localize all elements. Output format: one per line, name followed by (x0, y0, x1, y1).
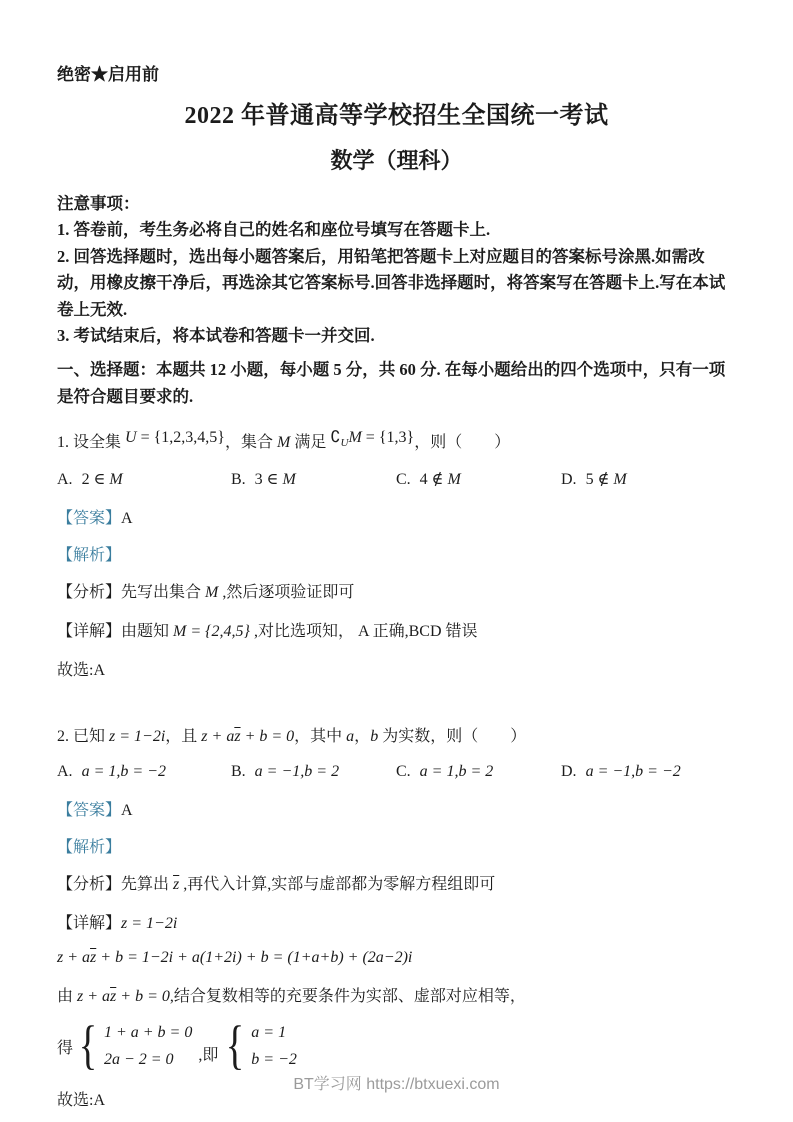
q1-set-var: M (276, 433, 291, 451)
left-brace-glyph: { (78, 1015, 98, 1076)
option-d-formula: 5 ∉ (585, 470, 614, 488)
system-prefix: 得 (57, 1039, 74, 1057)
xiangjie-formula: M = {2,4,5} (173, 622, 250, 640)
option-a-formula: a = 1,b = −2 (81, 762, 166, 780)
q2-stem-text: 为实数，则（ ） (378, 727, 527, 745)
option-d-label: D. (561, 762, 577, 780)
option-c-label: C. (396, 470, 411, 488)
condition-formula: + b = 0 (116, 987, 170, 1005)
option-a-formula: 2 ∈ (81, 470, 110, 488)
option-c-formula: 4 ∉ (419, 470, 448, 488)
notice-item-3: 3. 考试结束后，将本试卷和答题卡一并交回. (57, 326, 375, 345)
complement-subscript: U (340, 436, 349, 449)
q1-universe-set: = {1,2,3,4,5} (136, 428, 225, 446)
option-b-formula: a = −1,b = 2 (254, 762, 340, 780)
option-c (396, 469, 561, 489)
equation: a = 1 (251, 1023, 287, 1041)
z-conjugate: $\overline{z}$ (173, 875, 180, 893)
option-c-var: M (447, 470, 461, 488)
option-a-label: A. (57, 470, 73, 488)
detail-text: ,结合复数相等的充要条件为实部、虚部对应相等， (169, 987, 526, 1005)
q2-var-b: b (370, 727, 379, 745)
question-1 (57, 423, 736, 680)
fenxi-text: 先写出集合 (121, 583, 206, 601)
answer-value: A (121, 509, 133, 527)
security-seal-text: 绝密★启用前 (57, 65, 159, 84)
q1-universe-var: U (125, 428, 137, 446)
analysis-label: 【解析】 (57, 546, 122, 564)
expansion-formula: + b = 1−2i + a(1+2i) + b = (1+a+b) + (2a−2)i (96, 948, 413, 966)
question-2 (57, 722, 736, 1110)
q1-analysis-heading (57, 542, 736, 565)
analysis-label: 【解析】 (57, 838, 122, 856)
option-d (561, 763, 736, 781)
q2-equation: + b = 0 (240, 727, 295, 745)
option-a (57, 469, 231, 489)
q2-detail-line-1 (57, 910, 736, 933)
option-d-label: D. (561, 470, 577, 488)
option-c-label: C. (396, 762, 411, 780)
fenxi-text: ,然后逐项验证即可 (218, 583, 355, 601)
footer-watermark: BT学习网 https://btxuexi.com (293, 1076, 500, 1093)
option-b-formula: 3 ∈ (254, 470, 283, 488)
left-brace-glyph: { (225, 1015, 245, 1076)
fenxi-var: M (205, 583, 219, 601)
q2-analysis-heading (57, 834, 736, 857)
q2-stem-text: 2. 已知 (57, 727, 110, 745)
z-conjugate: $\overline{z}$ (90, 948, 97, 966)
exam-subtitle: 数学（理科） (330, 148, 463, 173)
equation-system-2 (251, 1022, 297, 1071)
question-1-options (57, 469, 736, 489)
option-b-label: B. (231, 470, 246, 488)
fenxi-text: ,再代入计算,实部与虚部都为零解方程组即可 (179, 875, 496, 893)
equation-system-1 (104, 1022, 192, 1071)
q1-analysis-line (57, 579, 736, 602)
complement-symbol: ∁ (330, 428, 341, 446)
q1-conclusion: 故选:A (57, 661, 106, 679)
option-a-label: A. (57, 762, 73, 780)
q2-var-a: a (346, 727, 355, 745)
q2-z-def: z = 1−2i (109, 727, 166, 745)
xiangjie-label: 【详解】 (57, 622, 122, 640)
answer-label: 【答案】 (57, 509, 122, 527)
question-2-options (57, 763, 736, 781)
answer-label: 【答案】 (57, 801, 122, 819)
q2-conclusion: 故选:A (57, 1091, 106, 1109)
question-2-stem (57, 722, 736, 752)
section-heading: 一、选择题：本题共 12 小题，每小题 5 分，共 60 分. 在每小题给出的四个选项中，只有一项是符合题目要求的. (57, 359, 726, 406)
q2-answer-line (57, 797, 736, 820)
option-b (231, 763, 396, 781)
q1-stem-text: 1. 设全集 (57, 433, 122, 451)
fenxi-text: 先算出 (121, 875, 174, 893)
equation: b = −2 (251, 1050, 297, 1068)
fenxi-label: 【分析】 (57, 875, 122, 893)
q2-detail-line-2 (57, 949, 736, 967)
condition-formula: z + a (77, 987, 111, 1005)
xiangjie-label: 【详解】 (57, 914, 122, 932)
option-b (231, 469, 396, 489)
notice-heading: 注意事项： (57, 194, 140, 213)
option-d-formula: a = −1,b = −2 (585, 762, 681, 780)
option-a-var: M (109, 470, 123, 488)
q1-complement-var: M (348, 428, 362, 446)
option-b-label: B. (231, 762, 246, 780)
xiangjie-text: 由题知 (121, 622, 174, 640)
q2-detail-line-3 (57, 983, 736, 1006)
option-b-var: M (282, 470, 296, 488)
detail-text: 由 (57, 987, 78, 1005)
z-conjugate: $\overline{z}$ (110, 987, 117, 1005)
expansion-formula: z + a (57, 948, 91, 966)
xiangjie-text: ,对比选项知， A 正确,BCD 错误 (249, 622, 478, 640)
question-1-stem (57, 423, 736, 458)
q2-equation: z + a (201, 727, 235, 745)
equation: 1 + a + b = 0 (103, 1023, 193, 1041)
option-d (561, 469, 736, 489)
q1-answer-line (57, 505, 736, 528)
option-d-var: M (613, 470, 627, 488)
q1-stem-text: ，集合 (224, 433, 277, 451)
q1-stem-text: ，则（ ） (414, 433, 511, 451)
q2-analysis-line (57, 871, 736, 894)
option-a (57, 763, 231, 781)
option-c-formula: a = 1,b = 2 (419, 762, 494, 780)
q1-detail-line (57, 618, 736, 641)
equation: 2a − 2 = 0 (103, 1050, 174, 1068)
xiangjie-formula: z = 1−2i (121, 914, 178, 932)
q2-stem-text: ， (354, 727, 371, 745)
q2-stem-text: ，其中 (294, 727, 347, 745)
q1-stem-text: 满足 (290, 433, 327, 451)
notice-item-2: 2. 回答选择题时，选出每小题答案后，用铅笔把答题卡上对应题目的答案标号涂黑.如需改动，用橡皮擦干净后，再选涂其它答案标号.回答非选择题时，将答案写在答题卡上.写在本试卷上无效. (57, 246, 726, 319)
q1-complement-set: = {1,3} (361, 428, 415, 446)
option-c (396, 763, 561, 781)
equation-system-row (57, 1015, 736, 1076)
z-conjugate: $\overline{z}$ (234, 727, 241, 745)
notice-item-1: 1. 答卷前，考生务必将自己的姓名和座位号填写在答题卡上. (57, 220, 491, 239)
system-join-text: ,即 (198, 1046, 219, 1064)
answer-value: A (121, 801, 133, 819)
fenxi-label: 【分析】 (57, 583, 122, 601)
exam-title: 2022 年普通高等学校招生全国统一考试 (184, 103, 609, 129)
q2-stem-text: ，且 (165, 727, 202, 745)
